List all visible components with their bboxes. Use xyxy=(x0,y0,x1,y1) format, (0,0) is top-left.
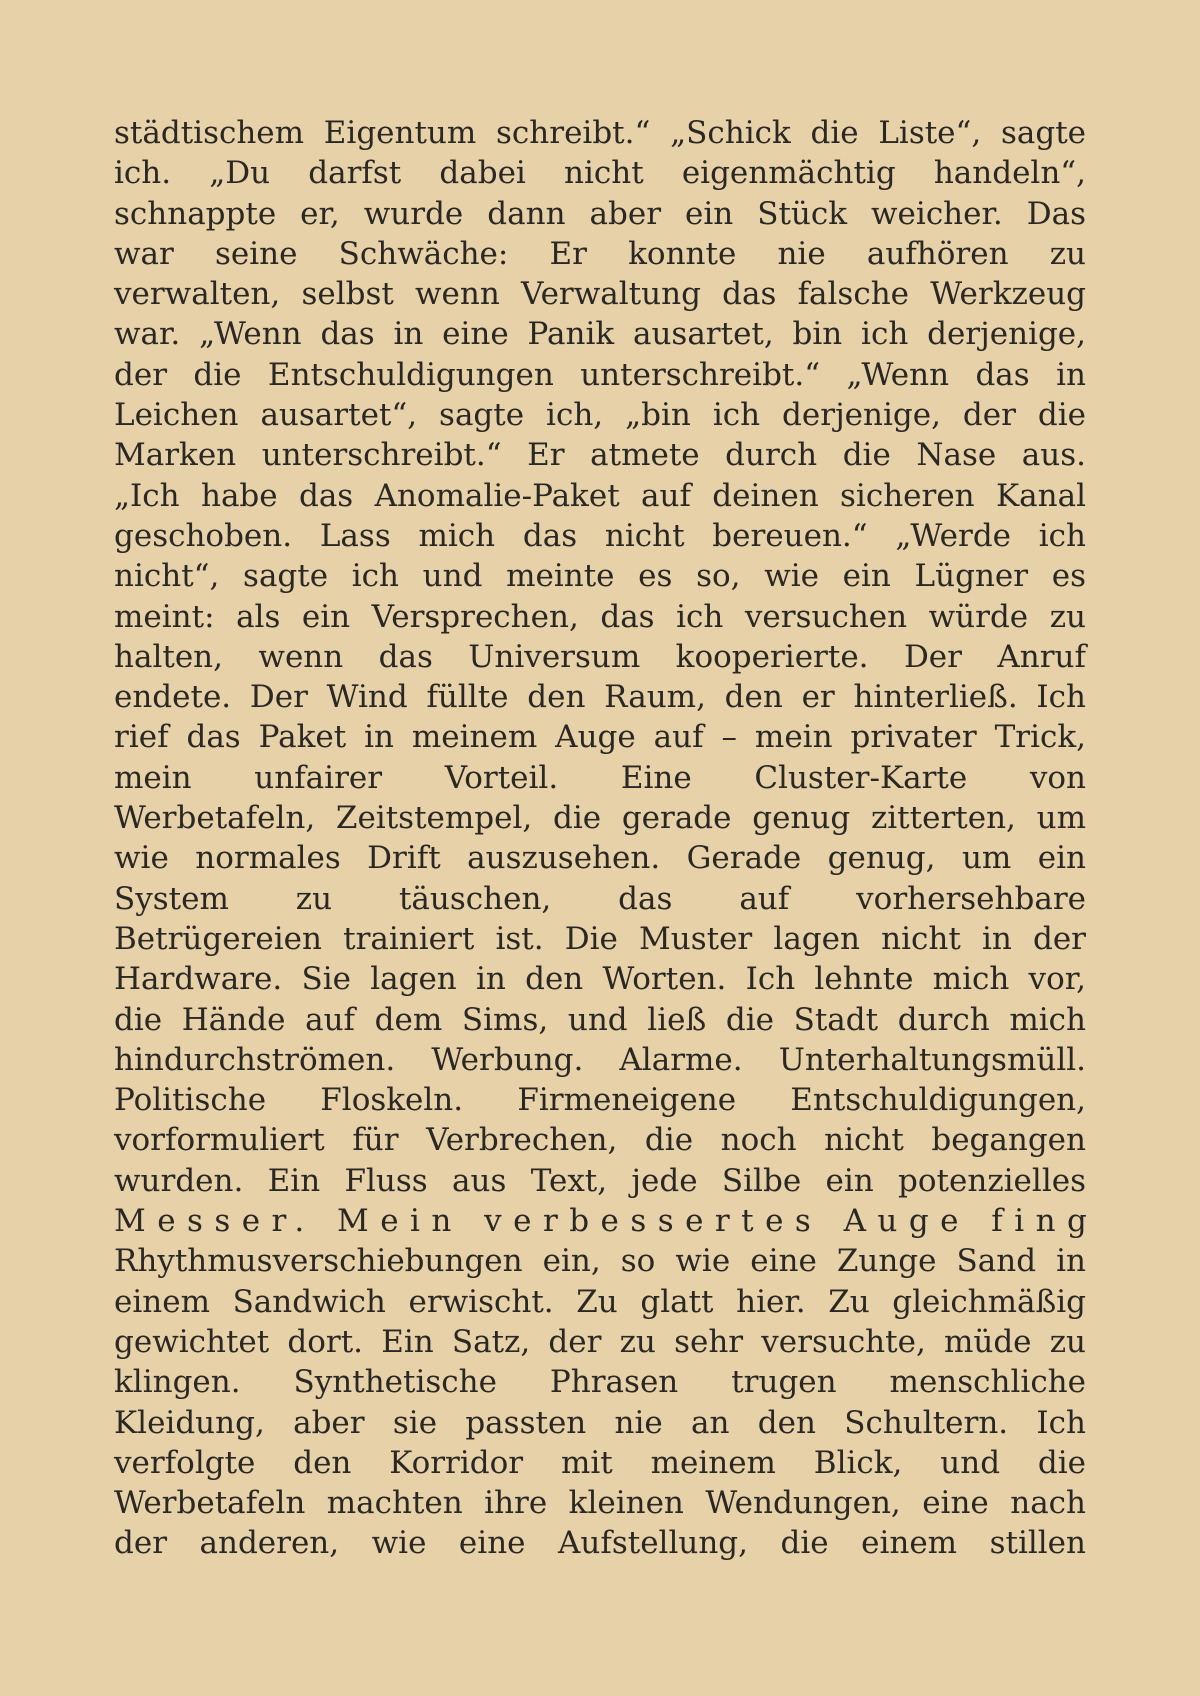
text-line: die Hände auf dem Sims, und ließ die Stadt durch mich xyxy=(114,1001,1086,1038)
text-line: nicht“, sagte ich und meinte es so, wie ein Lügner es xyxy=(114,558,1086,595)
text-line: Leichen ausartet“, sagte ich, „bin ich derjenige, der die xyxy=(114,397,1086,434)
text-line: Rhythmusverschiebungen ein, so wie eine Zunge Sand in xyxy=(114,1243,1086,1280)
text-line: ich. „Du darfst dabei nicht eigenmächtig handeln“, xyxy=(114,155,1086,192)
text-line: geschoben. Lass mich das nicht bereuen.“ „Werde ich xyxy=(114,517,1086,554)
text-line: verwalten, selbst wenn Verwaltung das falsche Werkzeug xyxy=(114,276,1086,313)
text-line: Marken unterschreibt.“ Er atmete durch die Nase aus. xyxy=(114,437,1086,474)
text-line: städtischem Eigentum schreibt.“ „Schick die Liste“, sagte xyxy=(114,115,1086,151)
text-line: verfolgte den Korridor mit meinem Blick, und die xyxy=(114,1444,1086,1481)
text-line: mein unfairer Vorteil. Eine Cluster-Karte von xyxy=(114,759,1086,796)
text-line: hindurchströmen. Werbung. Alarme. Unterhaltungsmüll. xyxy=(114,1041,1086,1078)
text-line: der anderen, wie eine Aufstellung, die einem stillen xyxy=(114,1525,1086,1562)
text-line: Messer. Mein verbessertes Auge fing xyxy=(114,1203,1099,1240)
text-line: Werbetafeln, Zeitstempel, die gerade genug zitterten, um xyxy=(114,800,1086,837)
text-line: rief das Paket in meinem Auge auf – mein privater Trick, xyxy=(114,719,1086,756)
text-line: Hardware. Sie lagen in den Worten. Ich lehnte mich vor, xyxy=(114,961,1086,998)
text-line: System zu täuschen, das auf vorhersehbare xyxy=(114,880,1086,917)
text-line: gewichtet dort. Ein Satz, der zu sehr versuchte, müde zu xyxy=(114,1323,1086,1360)
text-line: Kleidung, aber sie passten nie an den Schultern. Ich xyxy=(114,1404,1086,1441)
text-line: „Ich habe das Anomalie-Paket auf deinen sicheren Kanal xyxy=(114,477,1086,514)
text-line: endete. Der Wind füllte den Raum, den er hinterließ. Ich xyxy=(114,679,1086,716)
body-text xyxy=(114,113,1099,1564)
text-line: wie normales Drift auszusehen. Gerade genug, um ein xyxy=(114,840,1086,877)
text-line: der die Entschuldigungen unterschreibt.“ „Wenn das in xyxy=(114,356,1086,393)
text-line: meint: als ein Versprechen, das ich versuchen würde zu xyxy=(114,598,1086,635)
text-line: halten, wenn das Universum kooperierte. Der Anruf xyxy=(114,638,1086,675)
text-line: war seine Schwäche: Er konnte nie aufhören zu xyxy=(114,235,1086,272)
text-line: wurden. Ein Fluss aus Text, jede Silbe ein potenzielles xyxy=(114,1162,1086,1199)
text-line: Werbetafeln machten ihre kleinen Wendungen, eine nach xyxy=(114,1485,1086,1522)
text-line: Politische Floskeln. Firmeneigene Entschuldigungen, xyxy=(114,1082,1086,1119)
text-line: vorformuliert für Verbrechen, die noch nicht begangen xyxy=(114,1122,1086,1159)
text-line: schnappte er, wurde dann aber ein Stück weicher. Das xyxy=(114,195,1086,232)
text-line: Betrügereien trainiert ist. Die Muster lagen nicht in der xyxy=(114,920,1086,957)
text-line: klingen. Synthetische Phrasen trugen menschliche xyxy=(114,1364,1086,1401)
text-line: war. „Wenn das in eine Panik ausartet, bin ich derjenige, xyxy=(114,316,1086,353)
text-line: einem Sandwich erwischt. Zu glatt hier. Zu gleichmäßig xyxy=(114,1283,1086,1320)
